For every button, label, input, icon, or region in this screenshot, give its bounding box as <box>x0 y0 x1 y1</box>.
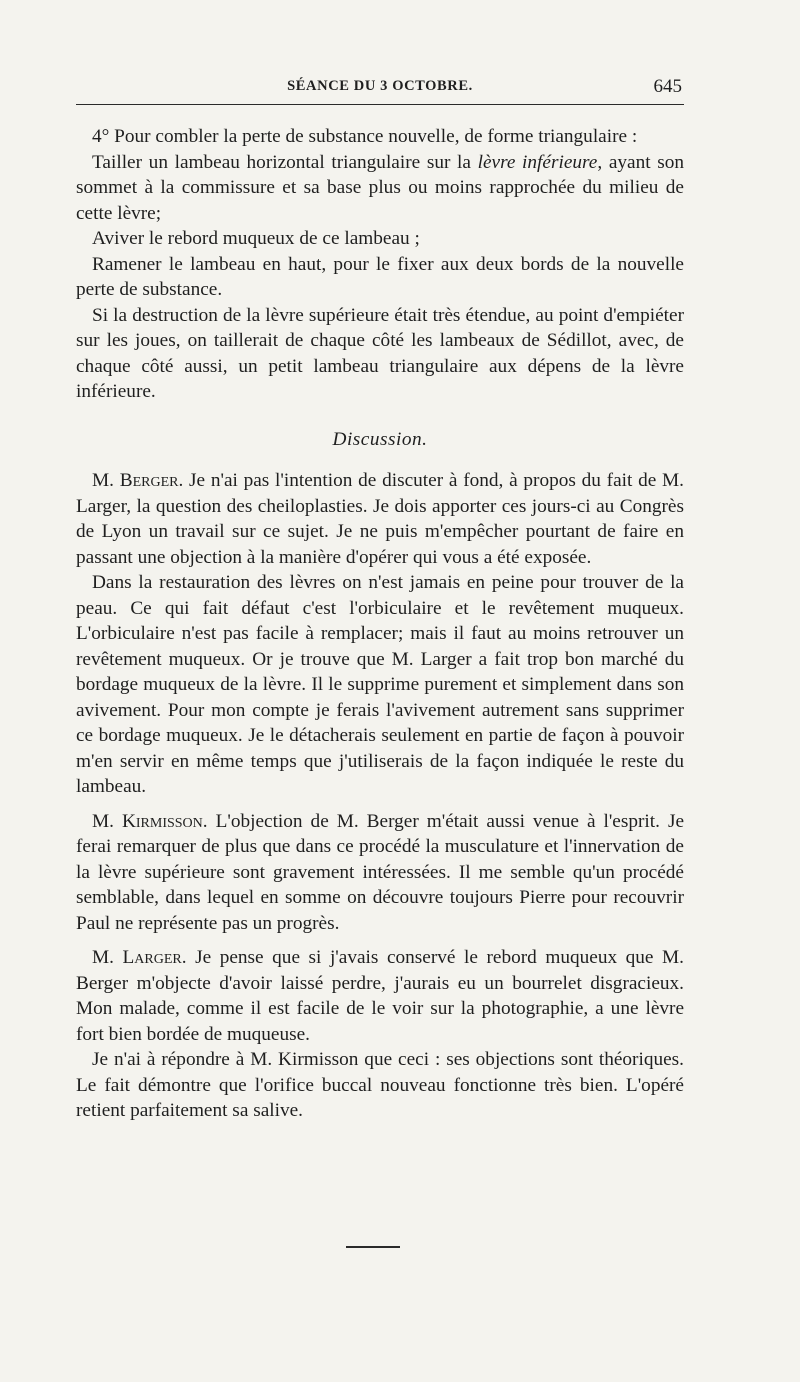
paragraph-aviver <box>76 226 684 252</box>
paragraph-ramener <box>76 252 684 303</box>
paragraph-destruction <box>76 303 684 405</box>
paragraph-tailler <box>76 150 684 227</box>
paragraph-text: L'objection de M. Berger m'était aussi venue à l'esprit. Je ferai remarquer de plus que dans ce procédé la musculature et l'innervation de la lèvre supérieure sont gravement intéressées. Il me semble qu'un procédé semblable, dans lequel en somme on découvre toujours Pierre pour recouvrir Paul ne représente pas un progrès. <box>76 810 684 934</box>
header-rule <box>76 104 684 105</box>
paragraph-text: Dans la restauration des lèvres on n'est jamais en peine pour trouver de la peau. Ce qui fait défaut c'est l'orbiculaire et le revêtement muqueux. L'orbiculaire n'est pas facile à remplacer; mais il faut au moins retrouver un revêtement muqueux. Or je trouve que M. Larger a fait trop bon marché du bordage muqueux de la lèvre. Il le supprime purement et simplement dans son avivement. Pour mon compte je ferais l'avivement autrement sans supprimer ce bordage muqueux. Je le détacherais seulement en partie de façon à pouvoir m'en servir en même temps que j'utiliserais de la façon indiquée le reste du lambeau. <box>76 572 684 797</box>
page-body <box>76 124 684 1124</box>
paragraph-text: Je pense que si j'avais conservé le rebord muqueux que M. Berger m'objecte d'avoir laissé perdre, j'aurais eu un bourrelet disgracieux. Mon malade, comme il est facile de le voir sur la photographie, a une lèvre fort bien bordée de muqueuse. <box>76 947 684 1045</box>
page-header <box>76 74 684 102</box>
paragraph-text: 4° Pour combler la perte de substance nouvelle, de forme triangulaire : <box>92 126 638 147</box>
speaker-name: M. Kirmisson. <box>92 810 208 832</box>
paragraph-text: , ayant son sommet à la commissure et sa base plus ou moins rapprochée du milieu de cette lèvre; <box>76 151 685 224</box>
running-title: SÉANCE DU 3 OCTOBRE. <box>287 78 473 94</box>
paragraph-text: Tailler un lambeau horizontal triangulaire sur la <box>92 151 478 173</box>
discussion-kirmisson <box>76 809 684 937</box>
paragraph-step-4 <box>76 124 684 150</box>
paragraph-text: Aviver le rebord muqueux de ce lambeau ; <box>92 228 420 249</box>
speaker-name: M. Larger. <box>92 947 187 968</box>
closing-rule <box>346 1246 400 1248</box>
speaker-name: M. Berger. <box>92 470 184 491</box>
discussion-larger-cont <box>76 1047 684 1124</box>
discussion-berger-cont <box>76 570 684 800</box>
discussion-berger <box>76 468 684 570</box>
italic-term: lèvre inférieure <box>477 151 598 173</box>
discussion-larger <box>76 945 684 1047</box>
section-heading: Discussion. <box>332 428 428 450</box>
paragraph-text: Ramener le lambeau en haut, pour le fixer aux deux bords de la nouvelle perte de substance. <box>76 253 684 300</box>
paragraph-text: Je n'ai pas l'intention de discuter à fond, à propos du fait de M. Larger, la question des cheiloplasties. Je dois apporter ces jours-ci au Congrès de Lyon un travail sur ce sujet. Je ne puis m'empêcher pourtant de faire en passant une objection à la manière d'opérer qui vous a été exposée. <box>76 470 684 568</box>
paragraph-text: Si la destruction de la lèvre supérieure était très étendue, au point d'empiéter sur les joues, on taillerait de chaque côté les lambeaux de Sédillot, avec, de chaque côté aussi, un petit lambeau triangulaire aux dépens de la lèvre inférieure. <box>76 304 684 402</box>
paragraph-text: Je n'ai à répondre à M. Kirmisson que ceci : ses objections sont théoriques. Le fait démontre que l'orifice buccal nouveau fonctionne très bien. L'opéré retient parfaitement sa salive. <box>76 1049 684 1121</box>
page-number: 645 <box>653 76 682 97</box>
